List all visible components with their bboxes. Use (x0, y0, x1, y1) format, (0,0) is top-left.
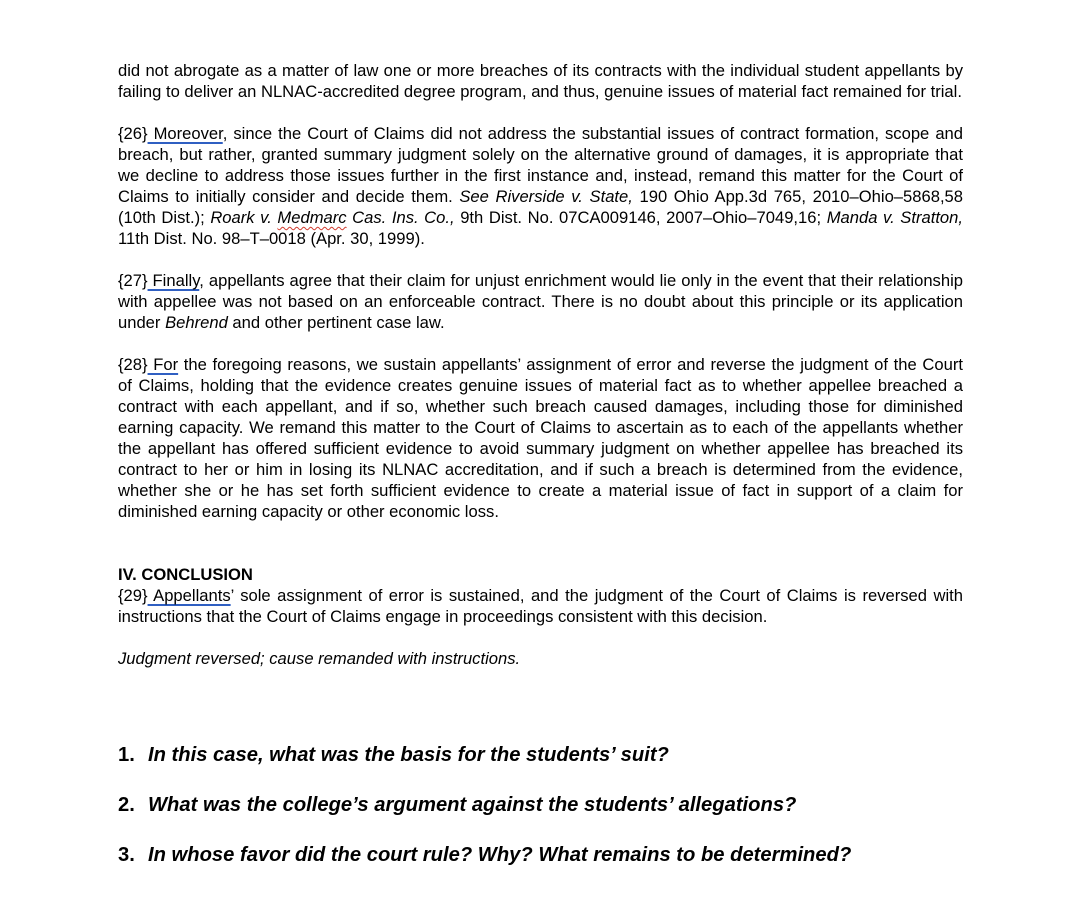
paragraph-number: {26} (118, 124, 148, 143)
paragraph-27 (118, 270, 963, 333)
paragraph-number: {29} (118, 586, 148, 605)
document-body (118, 60, 963, 669)
spelling-flag-word[interactable]: Medmarc (277, 208, 347, 227)
question-number: 1. (118, 744, 135, 766)
paragraph-28 (118, 354, 963, 522)
paragraph-text: 11th Dist. No. 98–T–0018 (Apr. 30, 1999). (118, 229, 425, 248)
paragraph-number: {27} (118, 271, 148, 290)
discussion-questions (118, 742, 963, 892)
paragraph-number: {28} (118, 355, 148, 374)
case-citation: Behrend (165, 313, 228, 332)
paragraph-29 (118, 585, 963, 627)
paragraph-text: , appellants agree that their claim for unjust enrichment would lie only in the event that their relationship with appellee was not based on an enforceable contract. There is no doubt about this principle or its application under (118, 271, 963, 332)
case-citation: Cas. Ins. Co., (346, 208, 455, 227)
question-text: In this case, what was the basis for the students’ suit? (148, 744, 669, 766)
paragraph-text: and other pertinent case law. (227, 313, 445, 332)
section-heading-conclusion: IV. CONCLUSION (118, 565, 253, 584)
paragraph-text: , since the Court of Claims did not address the substantial issues of contract formation, scope and breach, but rather, granted summary judgment solely on the alternative ground of damages, it is appropriate that we decline to address those issues further in the first instance and, instead, remand this matter for the Court of Claims to initially consider and decide them. (118, 124, 964, 206)
question-number: 3. (118, 844, 135, 866)
grammar-flag-word[interactable]: Finally (147, 271, 200, 290)
case-citation: See Riverside v. State, (459, 187, 633, 206)
question-item (118, 792, 963, 842)
grammar-flag-word[interactable]: For (147, 355, 179, 374)
paragraph-text: the foregoing reasons, we sustain appellants’ assignment of error and reverse the judgment of the Court of Claims, holding that the evidence creates genuine issues of material fact as to whether appellee breached a contract with each appellant, and if so, whether such breach caused damages, including those for diminished earning capacity. We remand this matter to the Court of Claims to ascertain as to each of the appellants whether the appellant has offered sufficient evidence to avoid summary judgment on whether appellee has breached its contract to her or him in losing its NLNAC accreditation, and if such a breach is determined from the evidence, whether she or he has set forth sufficient evidence to create a material issue of fact in support of a claim for diminished earning capacity or other economic loss. (118, 355, 963, 521)
question-item (118, 742, 963, 792)
judgment-line (118, 648, 963, 669)
question-item (118, 842, 963, 892)
judgment-text: Judgment reversed; cause remanded with instructions. (118, 649, 521, 668)
case-citation: Roark v. (210, 208, 278, 227)
question-text: What was the college’s argument against the students’ allegations? (148, 794, 797, 816)
paragraph-text: ’ sole assignment of error is sustained, and the judgment of the Court of Claims is reversed with instructions that the Court of Claims engage in proceedings consistent with this decision. (118, 586, 964, 626)
paragraph-intro: did not abrogate as a matter of law one or more breaches of its contracts with the individual student appellants by failing to deliver an NLNAC-accredited degree program, and thus, genuine issues of material fact remained for trial. (118, 61, 963, 101)
paragraph-26 (118, 123, 963, 249)
question-number: 2. (118, 794, 135, 816)
paragraph-text: 190 Ohio App.3d 765, 2010–Ohio–5868,58 (10th Dist.); (118, 187, 964, 227)
paragraph-text: 9th Dist. No. 07CA009146, 2007–Ohio–7049,16; (454, 208, 827, 227)
question-text: In whose favor did the court rule? Why? What remains to be determined? (148, 844, 852, 866)
case-citation: Manda v. Stratton, (826, 208, 963, 227)
grammar-flag-word[interactable]: Moreover (147, 124, 223, 143)
grammar-flag-word[interactable]: Appellants (147, 586, 231, 605)
